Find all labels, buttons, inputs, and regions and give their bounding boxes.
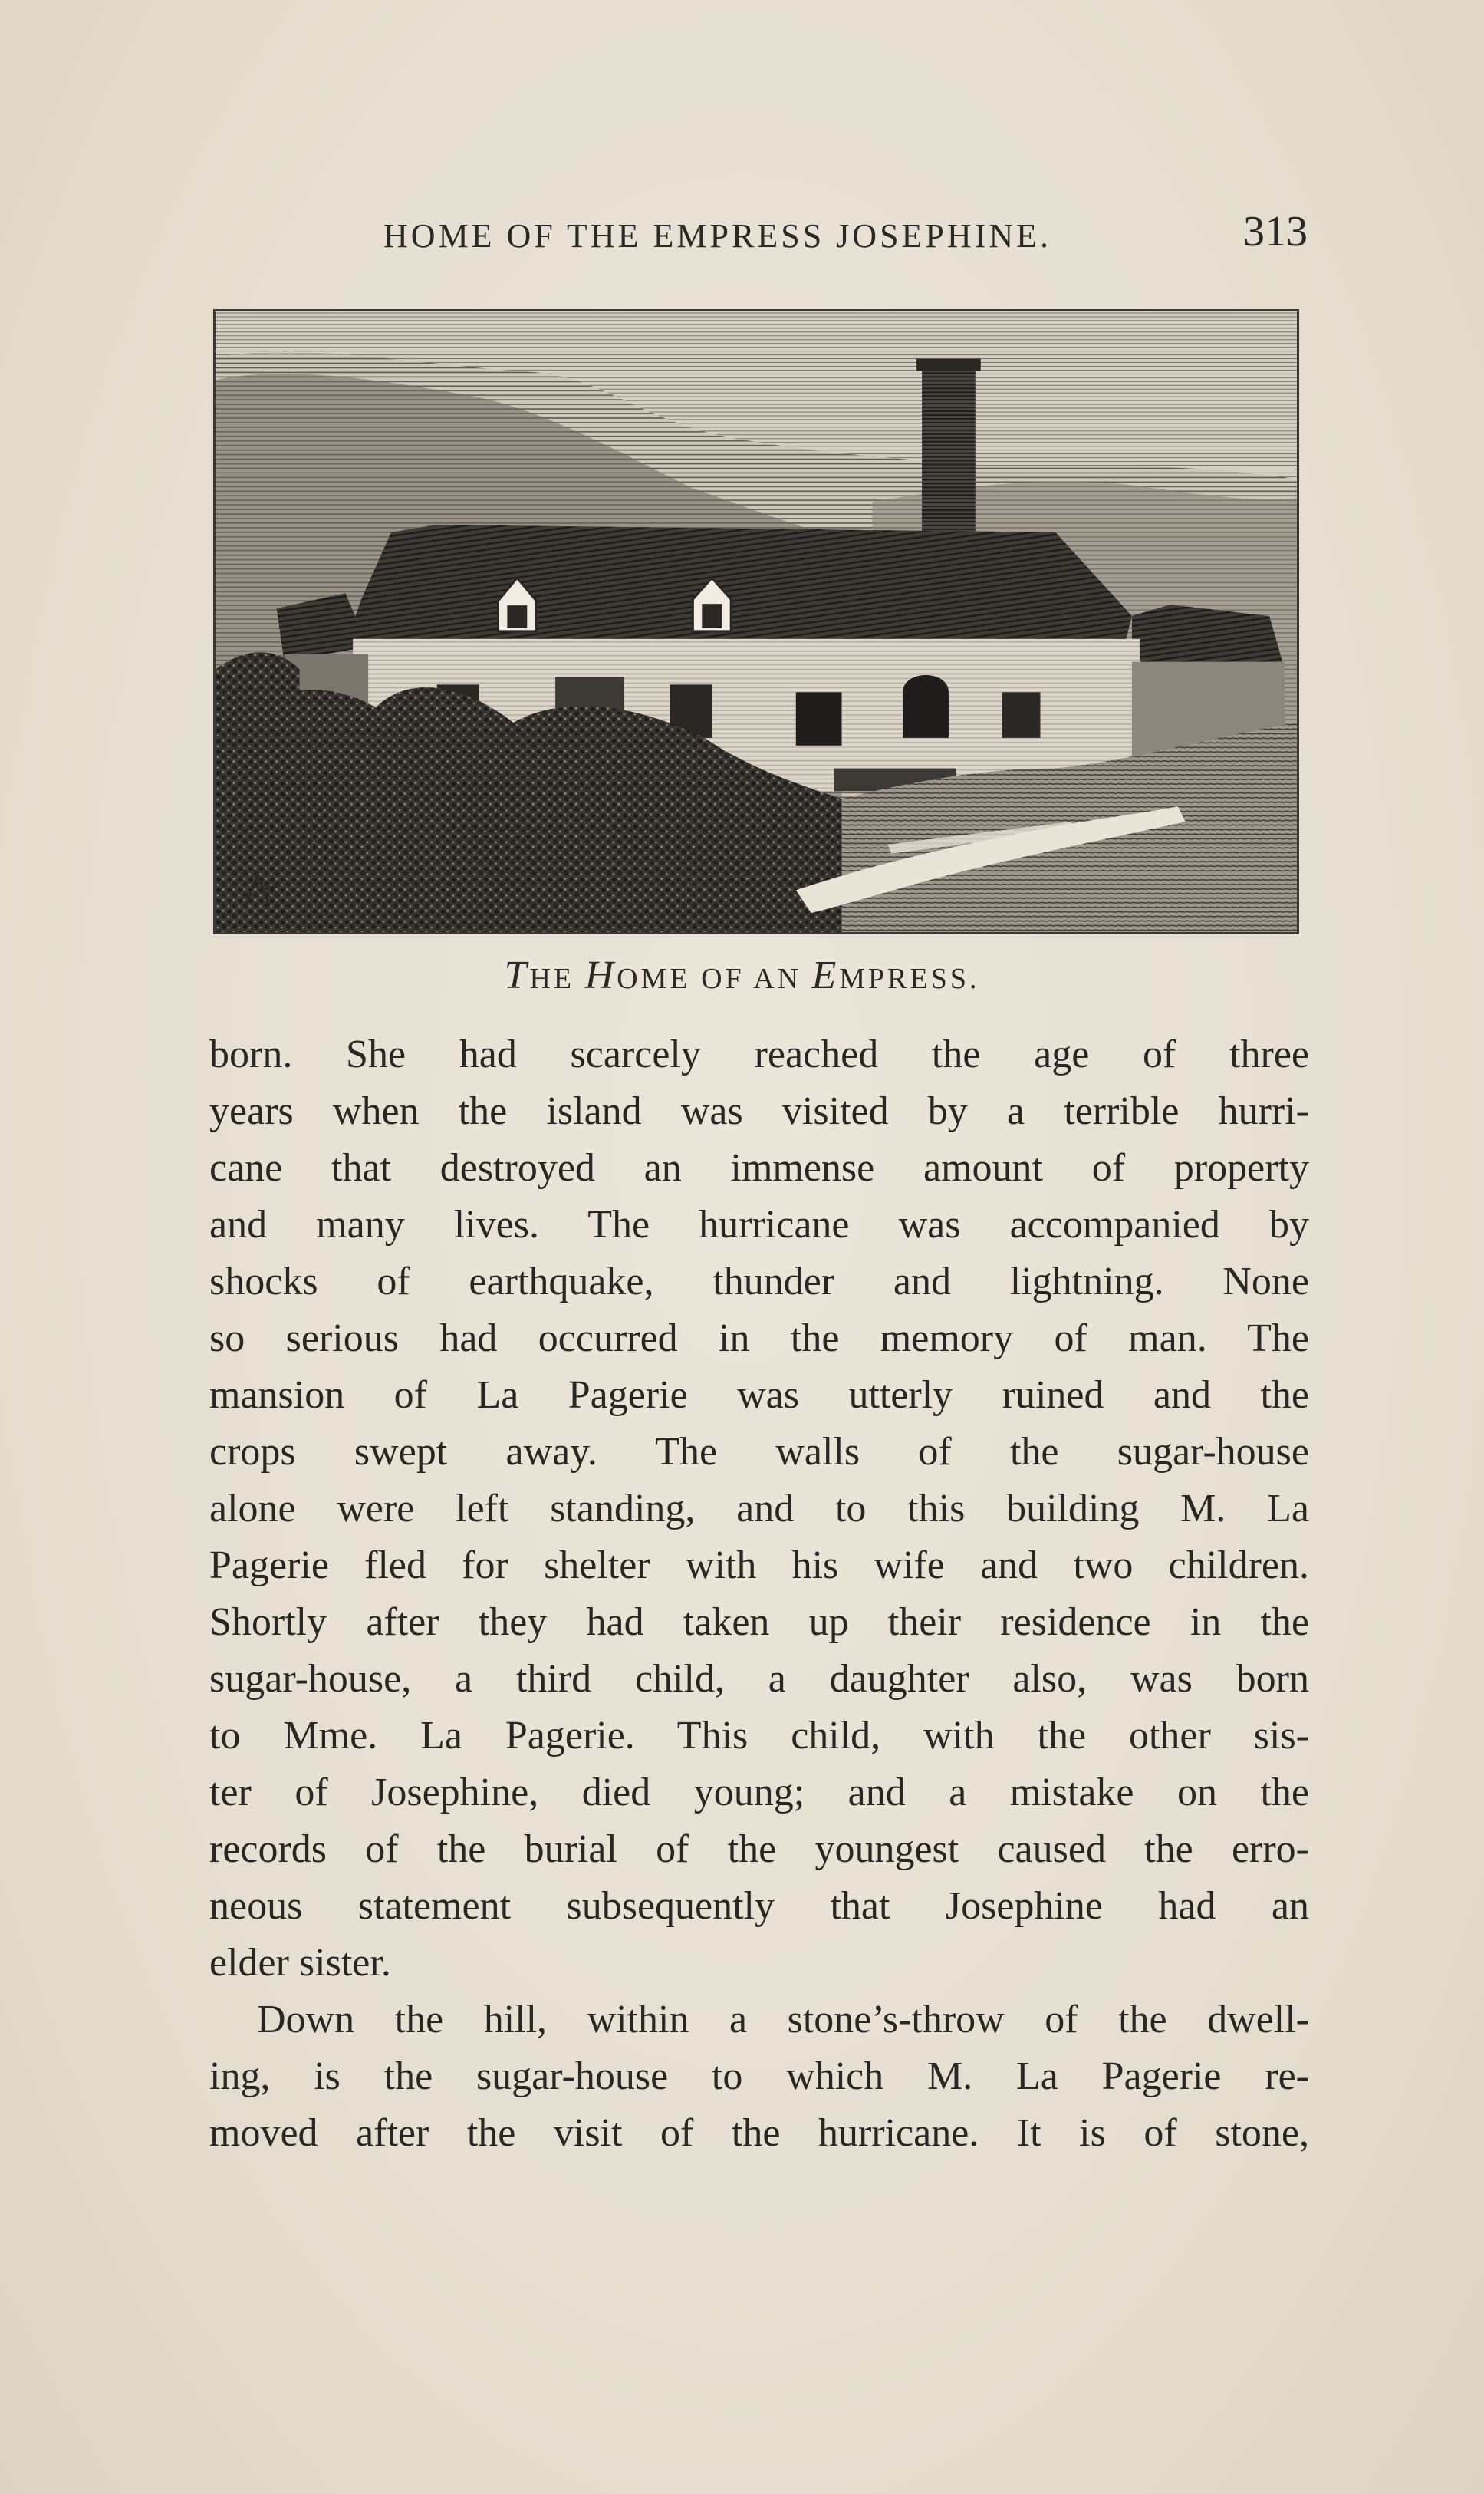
text-line: ing, is the sugar-house to which M. La Pagerie re- bbox=[209, 2054, 1309, 2098]
text-line: moved after the visit of the hurricane. It is of stone, bbox=[209, 2111, 1309, 2155]
text-line: so serious had occurred in the memory of man. The bbox=[209, 1316, 1309, 1360]
page-header bbox=[211, 207, 1308, 269]
text-line: born. She had scarcely reached the age of three bbox=[209, 1033, 1309, 1076]
text-line: ter of Josephine, died young; and a mistake on the bbox=[209, 1771, 1309, 1814]
running-title: HOME OF THE EMPRESS JOSEPHINE. bbox=[383, 217, 1051, 255]
caption-initial: E bbox=[811, 954, 840, 997]
text-line: neous statement subsequently that Josephine had an bbox=[209, 1884, 1309, 1928]
text-line: crops swept away. The walls of the sugar-house bbox=[209, 1430, 1309, 1474]
figure-caption bbox=[0, 953, 1484, 998]
text-line: alone were left standing, and to this building M. La bbox=[209, 1487, 1309, 1530]
engraving-illustration bbox=[213, 309, 1299, 934]
text-line: sugar-house, a third child, a daughter also, was born bbox=[209, 1657, 1309, 1701]
text-line: Pagerie fled for shelter with his wife and two children. bbox=[209, 1544, 1309, 1587]
text-line: and many lives. The hurricane was accompanied by bbox=[209, 1203, 1309, 1247]
text-line: Down the hill, within a stone’s-throw of the dwell- bbox=[257, 1998, 1309, 2041]
text-line: mansion of La Pagerie was utterly ruined and the bbox=[209, 1373, 1309, 1417]
body-text bbox=[209, 1026, 1309, 2162]
house-engraving bbox=[216, 311, 1297, 932]
text-line: to Mme. La Pagerie. This child, with the other sis- bbox=[209, 1714, 1309, 1758]
page-number: 313 bbox=[1243, 208, 1308, 255]
caption-word: MPRESS. bbox=[839, 963, 980, 995]
text-line: cane that destroyed an immense amount of property bbox=[209, 1146, 1309, 1190]
text-line: shocks of earthquake, thunder and lightning. None bbox=[209, 1260, 1309, 1303]
caption-word: OME OF AN bbox=[617, 963, 812, 995]
caption-initial: T bbox=[504, 954, 530, 997]
text-line: records of the burial of the youngest caused the erro- bbox=[209, 1827, 1309, 1871]
caption-word: HE bbox=[529, 963, 585, 995]
text-line: elder sister. bbox=[209, 1941, 391, 1985]
text-line: years when the island was visited by a terrible hurri- bbox=[209, 1089, 1309, 1133]
caption-initial: H bbox=[584, 954, 617, 997]
text-line: Shortly after they had taken up their residence in the bbox=[209, 1600, 1309, 1644]
